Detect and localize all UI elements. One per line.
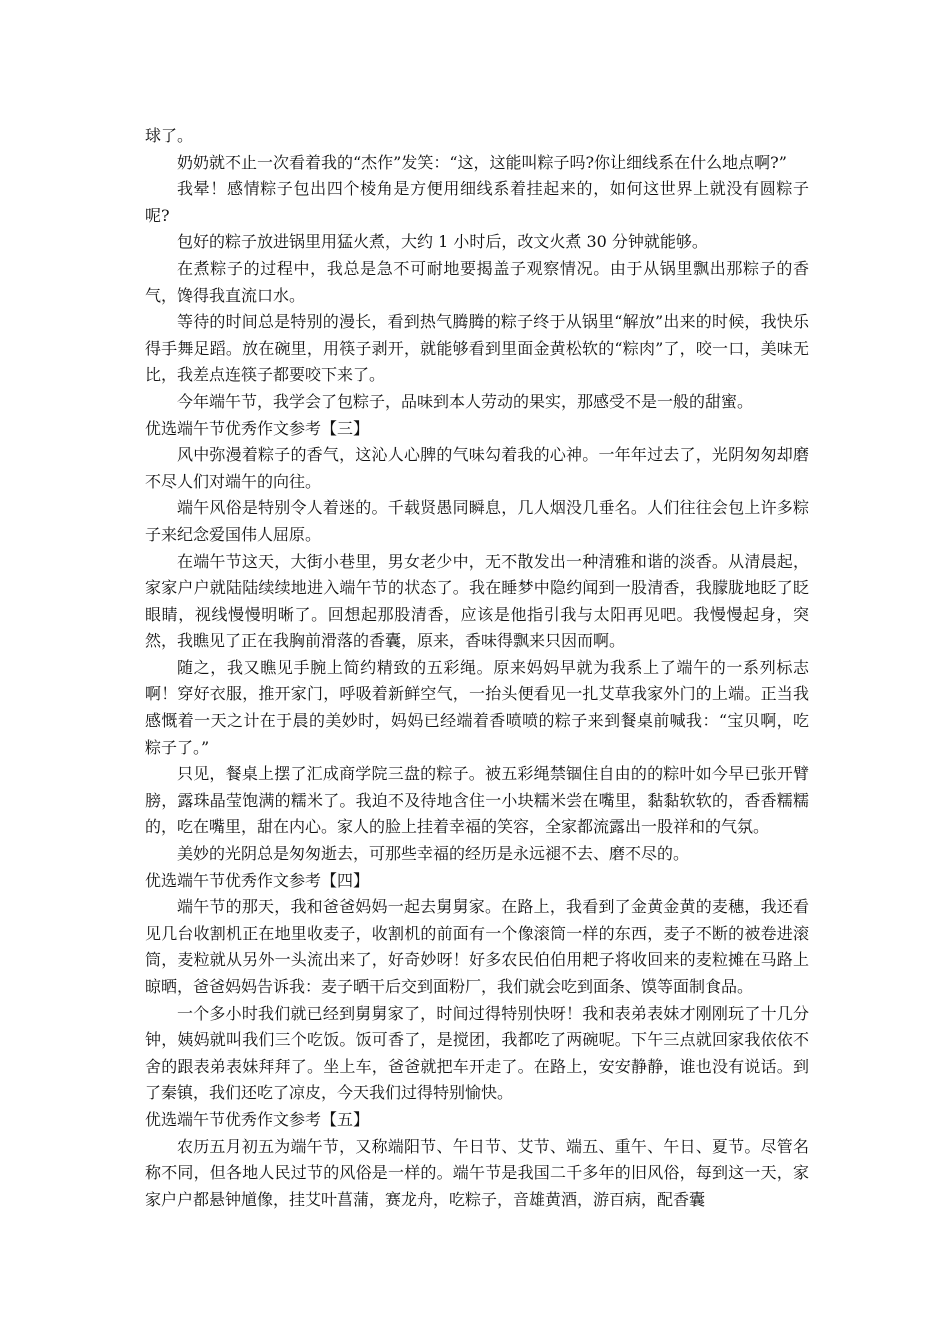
paragraph: 随之，我又瞧见手腕上简约精致的五彩绳。原来妈妈早就为我系上了端午的一系列标志啊！穿好衣服，推开家门，呼吸着新鲜空气，一抬头便看见一扎艾草我家外门的上端。正当我感慨着一天之计在于晨的美妙时，妈妈已经端着香喷喷的粽子来到餐桌前喊我：“宝贝啊，吃粽子了。” bbox=[145, 657, 809, 757]
paragraph: 一个多小时我们就已经到舅舅家了，时间过得特别快呀！我和表弟表妹才刚刚玩了十几分钟，姨妈就叫我们三个吃饭。饭可香了，是搅团，我都吃了两碗呢。下午三点就回家我依依不舍的跟表弟表妹拜拜了。坐上车，爸爸就把车开走了。在路上，安安静静，谁也没有说话。到了秦镇，我们还吃了凉皮，今天我们过得特别愉快。 bbox=[145, 1003, 809, 1103]
document-body bbox=[145, 123, 809, 1213]
paragraph: 包好的粽子放进锅里用猛火煮，大约 1 小时后，改文火煮 30 分钟就能够。 bbox=[177, 232, 708, 252]
paragraph: 风中弥漫着粽子的香气，这沁人心脾的气味勾着我的心神。一年年过去了，光阴匆匆却磨不尽人们对端午的向往。 bbox=[145, 445, 809, 491]
paragraph: 端午节的那天，我和爸爸妈妈一起去舅舅家。在路上，我看到了金黄金黄的麦穗，我还看见几台收割机正在地里收麦子，收割机的前面有一个像滚筒一样的东西，麦子不断的被卷进滚筒，麦粒就从另外一头流出来了，好奇妙呀！好多农民伯伯用耙子将收回来的麦粒摊在马路上晾晒，爸爸妈妈告诉我：麦子晒干后交到面粉厂，我们就会吃到面条、馍等面制食品。 bbox=[145, 897, 809, 996]
section-heading: 优选端午节优秀作文参考【四】 bbox=[145, 870, 370, 890]
paragraph: 球了。 bbox=[145, 126, 194, 145]
paragraph: 奶奶就不止一次看着我的“杰作”发笑：“这，这能叫粽子吗?你让细线系在什么地点啊?” bbox=[177, 152, 787, 172]
paragraph: 在煮粽子的过程中，我总是急不可耐地要揭盖子观察情况。由于从锅里飘出那粽子的香气，馋得我直流口水。 bbox=[145, 258, 809, 305]
paragraph: 农历五月初五为端午节，又称端阳节、午日节、艾节、端五、重午、午日、夏节。尽管名称不同，但各地人民过节的风俗是一样的。端午节是我国二千多年的旧风俗，每到这一天，家家户户都悬钟馗像，挂艾叶菖蒲，赛龙舟，吃粽子，音雄黄酒，游百病，配香囊 bbox=[145, 1136, 809, 1209]
paragraph: 只见，餐桌上摆了汇成商学院三盘的粽子。被五彩绳禁锢住自由的的粽叶如今早已张开臂膀，露珠晶莹饱满的糯米了。我迫不及待地含住一小块糯米尝在嘴里，黏黏软软的，香香糯糯的，吃在嘴里，甜在内心。家人的脸上挂着幸福的笑容，全家都流露出一股祥和的气氛。 bbox=[145, 764, 809, 837]
section-heading: 优选端午节优秀作文参考【五】 bbox=[145, 1109, 370, 1129]
paragraph: 端午风俗是特别令人着迷的。千载贤愚同瞬息，几人烟没几垂名。人们往往会包上许多粽子来纪念爱国伟人屈原。 bbox=[145, 498, 809, 544]
paragraph: 美妙的光阴总是匆匆逝去，可那些幸福的经历是永远褪不去、磨不尽的。 bbox=[177, 844, 690, 864]
paragraph: 等待的时间总是特别的漫长，看到热气腾腾的粽子终于从锅里“解放”出来的时候，我快乐得手舞足蹈。放在碗里，用筷子剥开，就能够看到里面金黄松软的“粽肉”了，咬一口，美味无比，我差点连筷子都要咬下来了。 bbox=[145, 312, 809, 385]
paragraph: 在端午节这天，大街小巷里，男女老少中，无不散发出一种清雅和谐的淡香。从清晨起，家家户户就陆陆续续地进入端午节的状态了。我在睡梦中隐约闻到一股清香，我朦胧地眨了眨眼睛，视线慢慢明晰了。回想起那股清香，应该是他指引我与太阳再见吧。我慢慢起身，突然，我瞧见了正在我胸前滑落的香囊，原来，香味得飘来只因而啊。 bbox=[145, 551, 809, 651]
paragraph: 今年端午节，我学会了包粽子，品味到本人劳动的果实，那感受不是一般的甜蜜。 bbox=[177, 391, 754, 411]
paragraph: 我晕！感情粽子包出四个棱角是方便用细线系着挂起来的，如何这世界上就没有圆粽子呢? bbox=[145, 179, 809, 225]
section-heading: 优选端午节优秀作文参考【三】 bbox=[145, 418, 370, 438]
